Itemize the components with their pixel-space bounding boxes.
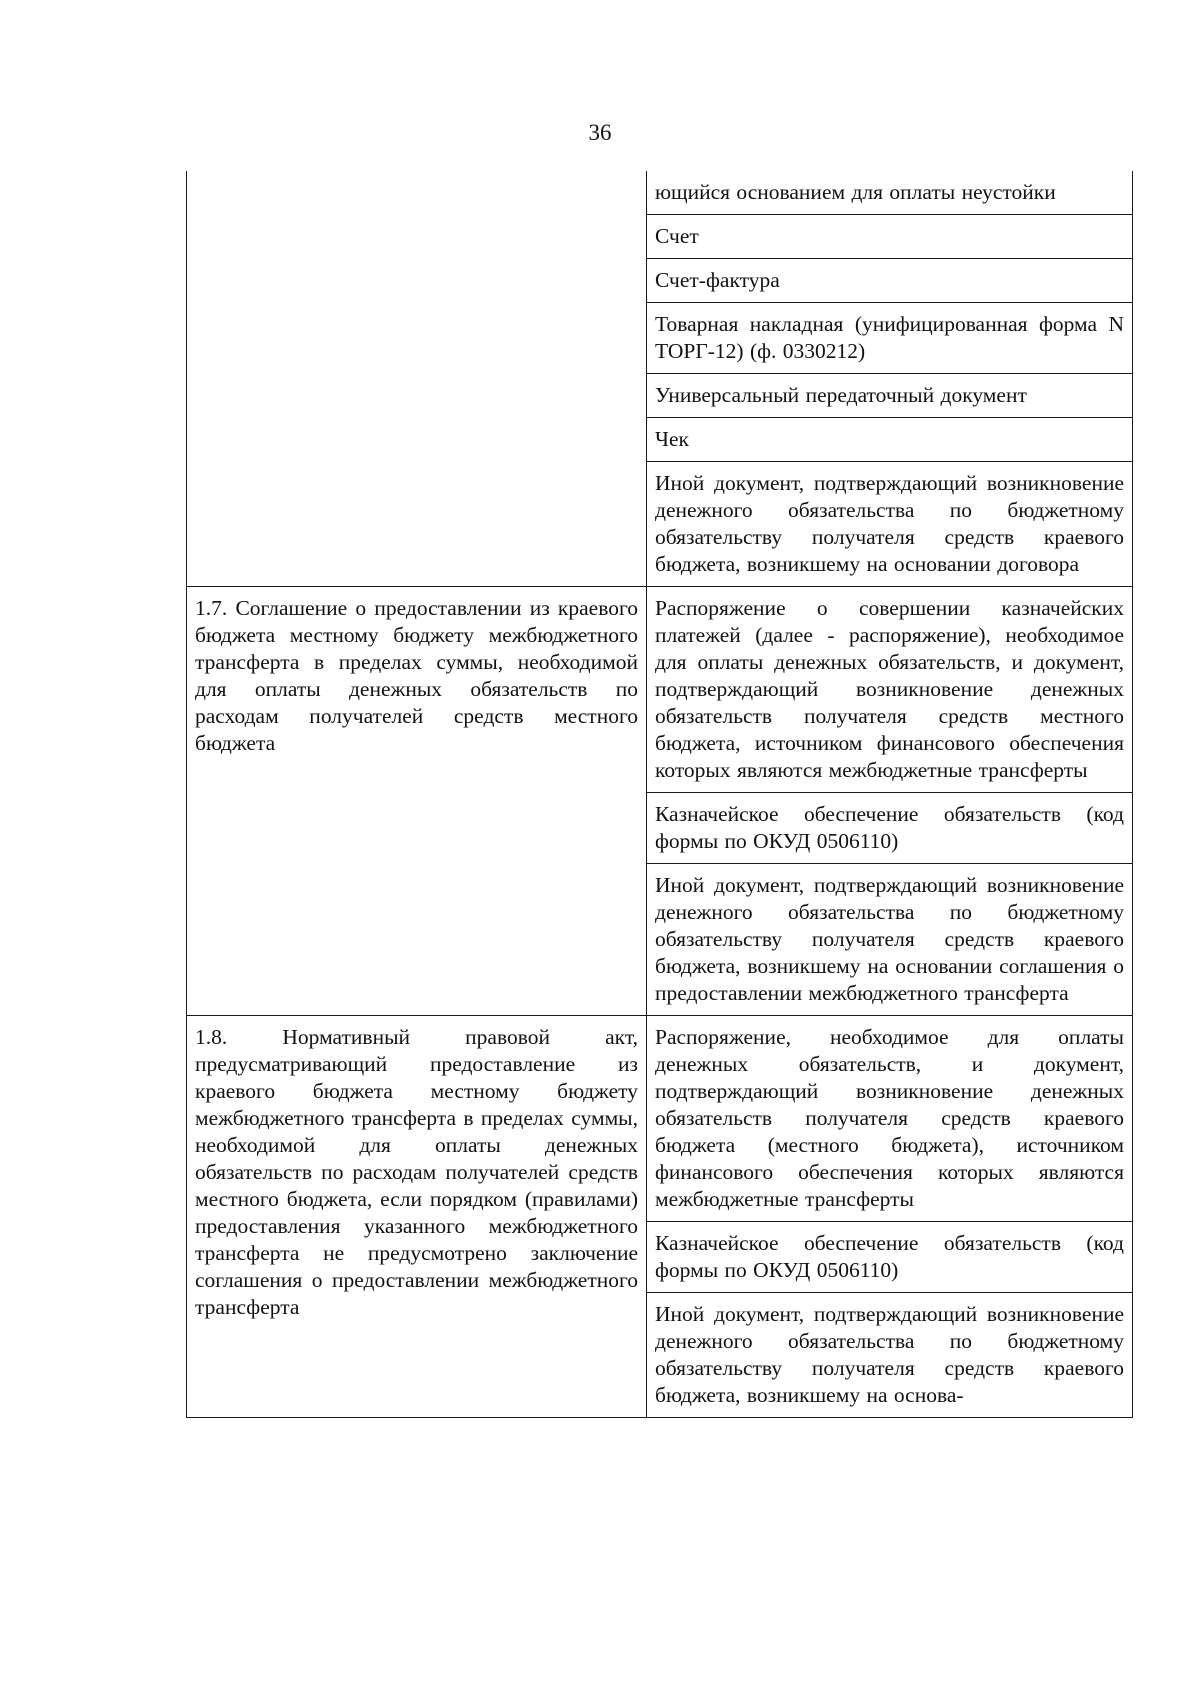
table-row xyxy=(187,1016,1133,1222)
table-row xyxy=(187,587,1133,793)
table-cell-document: Казначейское обеспечение обязательств (код формы по ОКУД 0506110) xyxy=(647,793,1133,864)
table-cell-document: Иной документ, подтверждающий возникновение денежного обязательства по бюджетному обязательству получателя средств краевого бюджета, возникшему на основании соглашения о предоставлении межбюджетного трансферта xyxy=(647,864,1133,1016)
page-number: 36 xyxy=(588,120,612,145)
table-cell-document: Иной документ, подтверждающий возникновение денежного обязательства по бюджетному обязательству получателя средств краевого бюджета, возникшему на основании договора xyxy=(647,462,1133,587)
table-cell-document: Счет xyxy=(647,215,1133,259)
table-cell-document: ющийся основанием для оплаты неустойки xyxy=(647,171,1133,215)
table-cell-document: Товарная накладная (унифицированная форма N ТОРГ-12) (ф. 0330212) xyxy=(647,303,1133,374)
table-cell-document: Универсальный передаточный документ xyxy=(647,374,1133,418)
table-cell-document: Счет-фактура xyxy=(647,259,1133,303)
table-cell-left-empty xyxy=(187,171,647,587)
table-cell-document: Иной документ, подтверждающий возникновение денежного обязательства по бюджетному обязательству получателя средств краевого бюджета, возникшему на основа- xyxy=(647,1293,1133,1418)
table-cell-document: Казначейское обеспечение обязательств (код формы по ОКУД 0506110) xyxy=(647,1222,1133,1293)
table-cell-basis-1-8: 1.8. Нормативный правовой акт, предусматривающий предоставление из краевого бюджета местному бюджету межбюджетного трансферта в пределах суммы, необходимой для оплаты денежных обязательств по расходам получателей средств местного бюджета, если порядком (правилами) предоставления указанного межбюджетного трансферта не предусмотрено заключение соглашения о предоставлении межбюджетного трансферта xyxy=(187,1016,647,1418)
table-cell-document: Распоряжение, необходимое для оплаты денежных обязательств, и документ, подтверждающий возникновение денежных обязательств получателя средств краевого бюджета (местного бюджета), источником финансового обеспечения которых являются межбюджетные трансферты xyxy=(647,1016,1133,1222)
table-cell-document: Чек xyxy=(647,418,1133,462)
table-cell-basis-1-7: 1.7. Соглашение о предоставлении из краевого бюджета местному бюджету межбюджетного трансферта в пределах суммы, необходимой для оплаты денежных обязательств по расходам получателей средств местного бюджета xyxy=(187,587,647,1016)
documents-table xyxy=(186,171,1133,1418)
table-row xyxy=(187,171,1133,215)
table-cell-document: Распоряжение о совершении казначейских платежей (далее - распоряжение), необходимое для оплаты денежных обязательств, и документ, подтверждающий возникновение денежных обязательств получателя средств местного бюджета, источником финансового обеспечения которых являются межбюджетные трансферты xyxy=(647,587,1133,793)
